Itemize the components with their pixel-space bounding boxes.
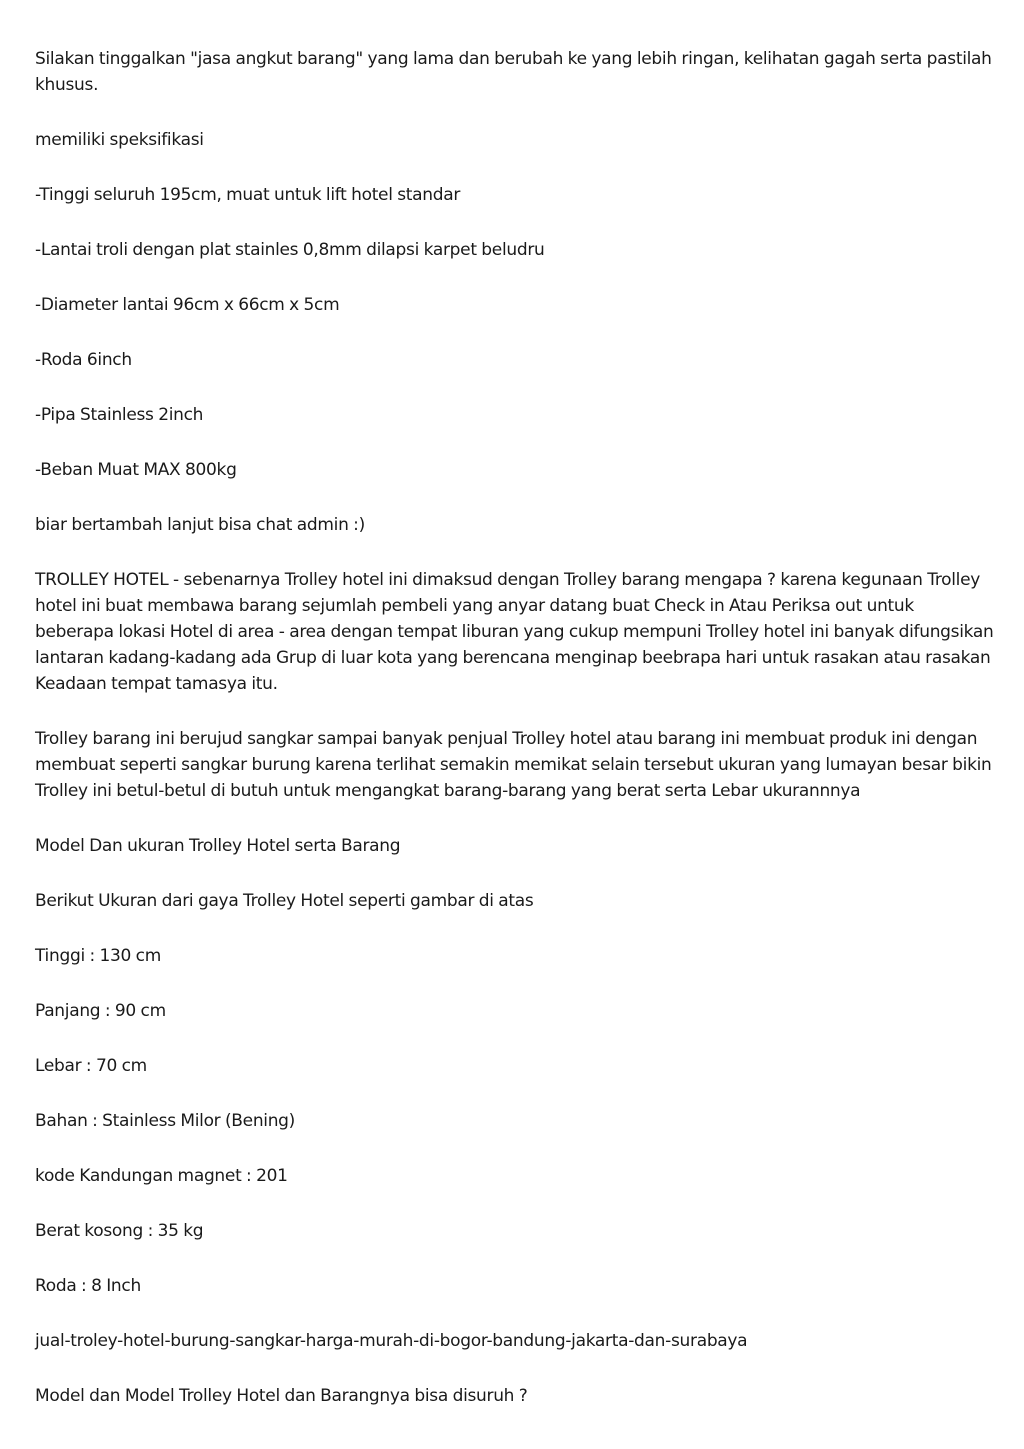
closing-question: Model dan Model Trolley Hotel dan Barangnya bisa disuruh ? [35,1386,528,1406]
size-intro: Berikut Ukuran dari gaya Trolley Hotel seperti gambar di atas [35,891,534,911]
spec-floor-diameter: -Diameter lantai 96cm x 66cm x 5cm [35,295,340,315]
model-size-heading: Model Dan ukuran Trolley Hotel serta Barang [35,836,401,856]
spec-heading: memiliki speksifikasi [35,130,204,150]
contact-admin-text: biar bertambah lanjut bisa chat admin :) [35,515,365,535]
trolley-hotel-paragraph: TROLLEY HOTEL - sebenarnya Trolley hotel ini dimaksud dengan Trolley barang mengapa ? karena kegunaan Trolley hotel ini buat membawa barang sejumlah pembeli yang anyar datang buat Check in Atau Periksa out untuk beberapa lokasi Hotel di area - area dengan tempat liburan yang cukup mempuni Trolley hotel ini banyak difungsikan lantaran kadang-kadang ada Grup di luar kota yang berencana menginap beebrapa hari untuk rasakan atau rasakan Keadaan tempat tamasya itu. [35,570,994,694]
cage-trolley-paragraph: Trolley barang ini berujud sangkar sampai banyak penjual Trolley hotel atau barang ini membuat produk ini dengan membuat seperti sangkar burung karena terlihat semakin memikat selain tersebut ukuran yang lumayan besar bikin Trolley ini betul-betul di butuh untuk mengangkat barang-barang yang berat serta Lebar ukurannnya [35,729,992,801]
size-height: Tinggi : 130 cm [35,946,161,966]
spec-height: -Tinggi seluruh 195cm, muat untuk lift hotel standar [35,185,461,205]
spec-max-load: -Beban Muat MAX 800kg [35,460,237,480]
size-length: Panjang : 90 cm [35,1001,166,1021]
size-wheel: Roda : 8 Inch [35,1276,141,1296]
document-body [35,46,995,1409]
spec-floor-plate: -Lantai troli dengan plat stainles 0,8mm dilapsi karpet beludru [35,240,545,260]
size-width: Lebar : 70 cm [35,1056,147,1076]
spec-pipe: -Pipa Stainless 2inch [35,405,204,425]
spec-wheels: -Roda 6inch [35,350,132,370]
size-magnet-code: kode Kandungan magnet : 201 [35,1166,288,1186]
size-material: Bahan : Stainless Milor (Bening) [35,1111,296,1131]
intro-paragraph: Silakan tinggalkan "jasa angkut barang" yang lama dan berubah ke yang lebih ringan, kelihatan gagah serta pastilah khusus. [35,49,992,95]
slug-text: jual-troley-hotel-burung-sangkar-harga-murah-di-bogor-bandung-jakarta-dan-surabaya [35,1331,748,1351]
size-empty-weight: Berat kosong : 35 kg [35,1221,204,1241]
